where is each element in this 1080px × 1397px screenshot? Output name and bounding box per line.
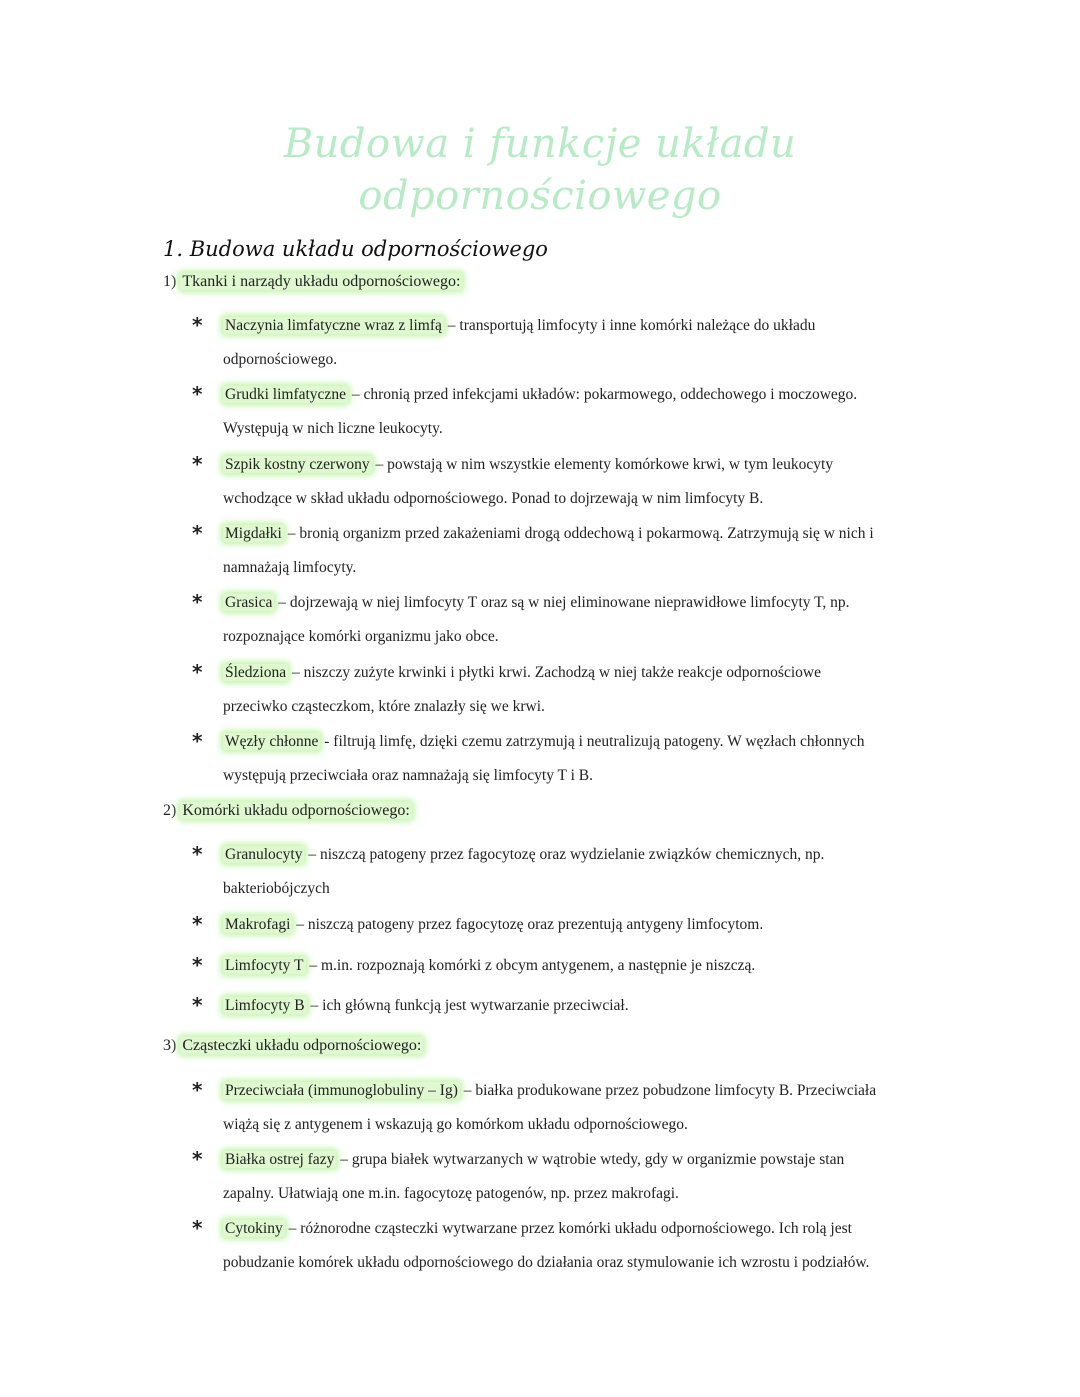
item-text: – m.in. rozpoznają komórki z obcym antygenem, a następnie je niszczą. [305,957,756,974]
subsection-number: 3) [163,1037,177,1054]
subsection-label: Tkanki i narządy układu odpornościowego: [182,273,461,290]
bullet-icon: * [192,452,203,476]
document-title-line-2: odpornościowego [358,173,722,219]
item-text: – niszczy zużyte krwinki i płytki krwi. Zachodzą w niej także reakcje odpornościowe [288,664,821,681]
bullet-icon: * [192,912,203,936]
bullet-icon: * [192,953,203,977]
item-text: – dojrzewają w niej limfocyty T oraz są w niej eliminowane nieprawidłowe limfocyty T, np. [274,594,850,611]
bullet-icon: * [192,313,203,337]
highlighted-term: Makrofagi [225,916,291,933]
highlighted-term: Śledziona [225,664,287,681]
highlighted-term: Grasica [225,594,273,611]
bullet-icon: * [192,382,203,406]
bullet-icon: * [192,1078,203,1102]
item-text-continuation: wchodzące w skład układu odpornościowego. Ponad to dojrzewają w nim limfocyty B. [223,490,764,507]
subsection-heading-2 [163,799,412,823]
item-text: – różnorodne cząsteczki wytwarzane przez komórki układu odpornościowego. Ich rolą jest [284,1220,852,1237]
highlighted-term: Granulocyty [225,846,303,863]
bullet-icon: * [192,1147,203,1171]
highlighted-term: Grudki limfatyczne [225,386,346,403]
item-text-continuation: zapalny. Ułatwiają one m.in. fagocytozę patogenów, np. przez makrofagi. [223,1185,679,1202]
item-text-continuation: wiążą się z antygenem i wskazują go komórkom układu odpornościowego. [223,1116,688,1133]
highlighted-term: Białka ostrej fazy [225,1151,335,1168]
item-text: – niszczą patogeny przez fagocytozę oraz prezentują antygeny limfocytom. [292,916,764,933]
subsection-heading-3 [163,1034,423,1058]
bullet-icon: * [192,1216,203,1240]
bullet-icon: * [192,729,203,753]
item-text: - filtrują limfę, dzięki czemu zatrzymują i neutralizują patogeny. W węzłach chłonnych [320,733,865,750]
subsection-number: 2) [163,802,177,819]
item-text-continuation: namnażają limfocyty. [223,559,357,576]
highlighted-term: Cytokiny [225,1220,283,1237]
highlighted-term: Szpik kostny czerwony [225,456,370,473]
document-title-line-1: Budowa i funkcje układu [283,121,797,167]
highlighted-term: Limfocyty T [225,957,304,974]
item-text: – chronią przed infekcjami układów: pokarmowego, oddechowego i moczowego. [347,386,858,403]
item-text: – powstają w nim wszystkie elementy komórkowe krwi, w tym leukocyty [371,456,834,473]
highlighted-term: Migdałki [225,525,282,542]
item-text-continuation: bakteriobójczych [223,880,330,897]
section-heading: 1. Budowa układu odpornościowego [163,237,548,261]
subsection-number: 1) [163,273,177,290]
item-text-continuation: rozpoznające komórki organizmu jako obce. [223,628,499,645]
highlighted-term: Naczynia limfatyczne wraz z limfą [225,317,442,334]
item-text: – niszczą patogeny przez fagocytozę oraz wydzielanie związków chemicznych, np. [304,846,825,863]
item-text-continuation: występują przeciwciała oraz namnażają się limfocyty T i B. [223,767,593,784]
subsection-label: Komórki układu odpornościowego: [182,802,410,819]
bullet-icon: * [192,590,203,614]
item-text: – bronią organizm przed zakażeniami drogą oddechową i pokarmową. Zatrzymują się w nich i [283,525,874,542]
highlighted-term: Limfocyty B [225,997,305,1014]
subsection-label: Cząsteczki układu odpornościowego: [182,1037,422,1054]
bullet-icon: * [192,521,203,545]
bullet-icon: * [192,660,203,684]
item-text: – transportują limfocyty i inne komórki należące do układu [443,317,816,334]
item-text-continuation: odpornościowego. [223,351,338,368]
item-text: – grupa białek wytwarzanych w wątrobie wtedy, gdy w organizmie powstaje stan [336,1151,845,1168]
item-text-continuation: przeciwko cząsteczkom, które znalazły się we krwi. [223,698,545,715]
item-text-continuation: pobudzanie komórek układu odpornościowego do działania oraz stymulowanie ich wzrostu i podziałów. [223,1254,870,1271]
item-text: – białka produkowane przez pobudzone limfocyty B. Przeciwciała [459,1082,877,1099]
item-text: – ich główną funkcją jest wytwarzanie przeciwciał. [306,997,629,1014]
highlighted-term: Węzły chłonne [225,733,319,750]
bullet-icon: * [192,842,203,866]
highlighted-term: Przeciwciała (immunoglobuliny – Ig) [225,1082,458,1099]
subsection-heading-1 [163,270,462,294]
item-text-continuation: Występują w nich liczne leukocyty. [223,420,443,437]
bullet-icon: * [192,993,203,1017]
